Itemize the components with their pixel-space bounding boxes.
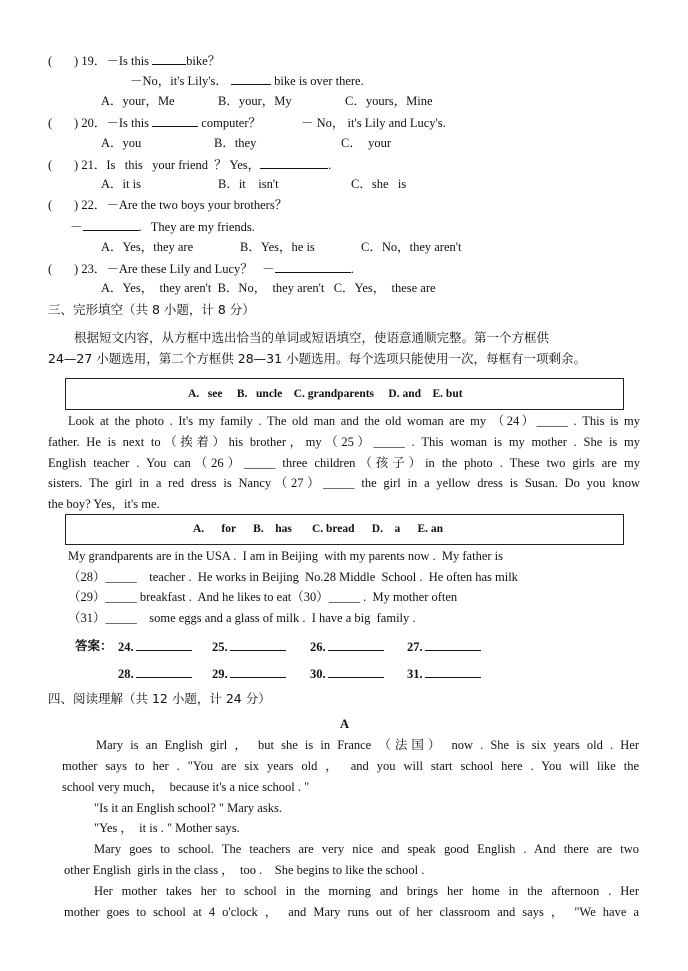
answer-24-label: 24. xyxy=(118,640,134,654)
question-22: ( ) 22．－Are the two boys your brothers？ xyxy=(48,198,288,212)
reading-line-8: Her mother takes her to school in the morning and brings her home in the afternoon . Her xyxy=(94,884,639,898)
question-21 xyxy=(48,156,331,173)
answer-27-label: 27. xyxy=(407,640,423,654)
q20-prefix: ( ) 20．－Is this xyxy=(48,116,153,130)
reading-line-3: school very much， because it's a nice school . " xyxy=(62,780,310,794)
passage-1-line-3: English teacher . You can（26）_____ three children（孩子）in the photo . These two girls are my xyxy=(48,456,640,470)
answer-29-label: 29. xyxy=(212,667,228,681)
answer-24-blank[interactable] xyxy=(136,638,192,651)
answer-29 xyxy=(212,665,286,682)
q20-option-a: A．you xyxy=(101,136,142,150)
answer-30 xyxy=(310,665,384,682)
q22-option-c: C．No，they aren't xyxy=(361,240,462,254)
q19-response-blank[interactable] xyxy=(231,72,271,85)
answer-24 xyxy=(118,638,192,655)
reading-line-9: mother goes to school at 4 o'clock ， and Mary runs out of her classroom and says ， "We have a xyxy=(64,905,639,919)
reading-line-2: mother says to her . "You are six years old ， and you will start school here . You will like the xyxy=(62,759,639,773)
q20-response: － No， it's Lily and Lucy's. xyxy=(301,116,446,130)
answer-28-blank[interactable] xyxy=(136,665,192,678)
question-22-response xyxy=(70,218,255,235)
reading-line-4: "Is it an English school? " Mary asks. xyxy=(94,801,282,815)
answer-31-label: 31. xyxy=(407,667,423,681)
answer-26 xyxy=(310,638,384,655)
q19-response-start: －No，it's Lily's． xyxy=(130,74,232,88)
answer-26-blank[interactable] xyxy=(328,638,384,651)
section-4-heading: 四、阅读理解（共 12 小题，计 24 分） xyxy=(48,691,271,706)
reading-line-7: other English girls in the class ， too . She begins to like the school . xyxy=(64,863,425,877)
answer-28 xyxy=(118,665,192,682)
q21-blank[interactable] xyxy=(260,156,328,169)
q20-option-c: C． your xyxy=(341,136,392,150)
answer-26-label: 26. xyxy=(310,640,326,654)
passage-2-line-1: My grandparents are in the USA . I am in Beijing with my parents now . My father is xyxy=(68,549,503,563)
q19-suffix: bike？ xyxy=(186,54,221,68)
question-19 xyxy=(48,52,220,69)
question-19-response xyxy=(130,72,364,89)
section-3-instruction-2: 24—27 小题选用，第二个方框供 28—31 小题选用。每个选项只能使用一次，每框有一项剩余。 xyxy=(48,351,587,366)
q20-option-b: B．they xyxy=(214,136,257,150)
section-3-instruction-1: 根据短文内容，从方框中选出恰当的单词或短语填空，使语意通顺完整。第一个方框供 xyxy=(74,330,550,345)
q23-options: A．Yes， they aren't B．No， they aren't C．Yes， these are xyxy=(101,281,436,295)
q21-option-a: A．it is xyxy=(101,177,141,191)
answer-label: 答案： xyxy=(75,638,113,653)
answer-25-blank[interactable] xyxy=(230,638,286,651)
q19-option-a: A．your，Me xyxy=(101,94,175,108)
q21-suffix: . xyxy=(328,158,332,172)
passage-2-line-3: （29）_____ breakfast . And he likes to eat（30）_____ . My mother often xyxy=(68,590,458,604)
q23-prefix: ( ) 23．－Are these Lily and Lucy？ － xyxy=(48,262,275,276)
q23-blank[interactable] xyxy=(275,260,351,273)
reading-line-6: Mary goes to school. The teachers are very nice and speak good English . And there are two xyxy=(94,842,639,856)
passage-a-label: A xyxy=(340,717,350,731)
answer-27-blank[interactable] xyxy=(425,638,481,651)
reading-line-1: Mary is an English girl ， but she is in France （法国） now . She is six years old . Her xyxy=(96,738,639,752)
q19-prefix: ( ) 19．－Is this xyxy=(48,54,153,68)
question-23 xyxy=(48,260,354,277)
section-3-heading: 三、完形填空（共 8 小题，计 8 分） xyxy=(48,302,255,317)
answer-25 xyxy=(212,638,286,655)
answer-30-label: 30. xyxy=(310,667,326,681)
answer-28-label: 28. xyxy=(118,667,134,681)
q19-response-end: bike is over there. xyxy=(271,74,364,88)
answer-25-label: 25. xyxy=(212,640,228,654)
q22-option-b: B．Yes，he is xyxy=(240,240,315,254)
q21-option-b: B．it isn't xyxy=(218,177,279,191)
q22-blank[interactable] xyxy=(83,218,139,231)
reading-line-5: "Yes ， it is . " Mother says. xyxy=(94,821,240,835)
q19-option-c: C．yours，Mine xyxy=(345,94,433,108)
q20-suffix: computer？ xyxy=(198,116,262,130)
passage-1-line-4: sisters. The girl in a red dress is Nancy（27）_____ the girl in a yellow dress is Susan. Do you know xyxy=(48,476,640,490)
q21-prefix: ( ) 21．Is this your friend ？ Yes， xyxy=(48,158,261,172)
q22-response-start: － xyxy=(70,220,83,234)
answer-29-blank[interactable] xyxy=(230,665,286,678)
question-20 xyxy=(48,114,446,131)
passage-2-line-4: （31）_____ some eggs and a glass of milk . I have a big family . xyxy=(68,611,416,625)
q22-response-end: . They are my friends. xyxy=(138,220,255,234)
q19-option-b: B．your，My xyxy=(218,94,292,108)
word-box-2-options: A. for B. has C. bread D. a E. an xyxy=(193,523,444,535)
passage-1-line-1: Look at the photo . It's my family . The old man and the old woman are my （24）_____ . This is my xyxy=(68,414,640,428)
q23-suffix: . xyxy=(350,262,354,276)
passage-1-line-5: the boy? Yes，it's me. xyxy=(48,497,160,511)
passage-2-line-2: （28）_____ teacher . He works in Beijing No.28 Middle School . He often has milk xyxy=(68,570,518,584)
answer-27 xyxy=(407,638,481,655)
q22-option-a: A．Yes，they are xyxy=(101,240,194,254)
answer-31 xyxy=(407,665,481,682)
answer-30-blank[interactable] xyxy=(328,665,384,678)
q19-blank[interactable] xyxy=(152,52,186,65)
answer-31-blank[interactable] xyxy=(425,665,481,678)
passage-1-line-2: father. He is next to（挨着）his brother，my（25）_____ . This woman is my mother . She is my xyxy=(48,435,640,449)
q21-option-c: C．she is xyxy=(351,177,407,191)
word-box-1-options: A. see B. uncle C. grandparents D. and E. but xyxy=(188,388,463,400)
q20-blank[interactable] xyxy=(152,114,198,127)
